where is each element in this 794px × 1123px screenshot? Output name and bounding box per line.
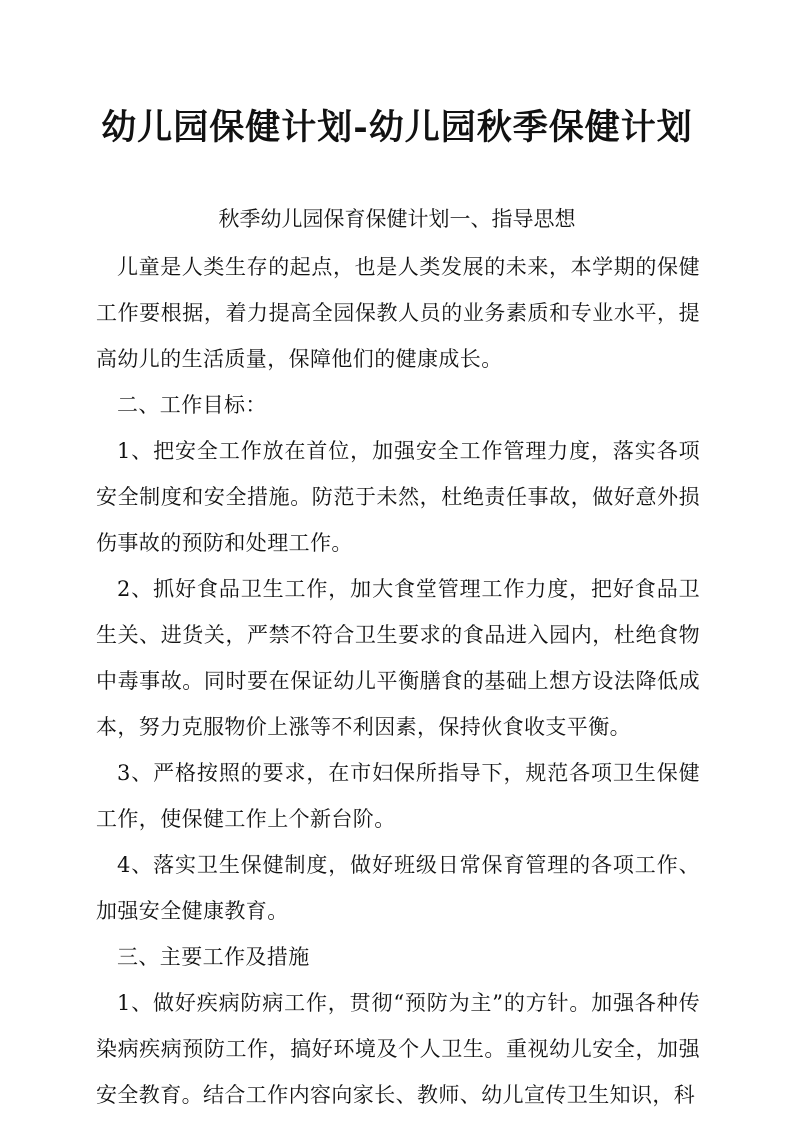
document-title: 幼儿园保健计划-幼儿园秋季保健计划 — [101, 107, 693, 148]
paragraph-goal-1: 1、把安全工作放在首位，加强安全工作管理力度，落实各项安全制度和安全措施。防范于未然，杜绝责任事故，做好意外损伤事故的预防和处理工作。 — [96, 439, 700, 555]
paragraph-goal-2: 2、抓好食品卫生工作，加大食堂管理工作力度，把好食品卫生关、进货关，严禁不符合卫生要求的食品进入园内，杜绝食物中毒事故。同时要在保证幼儿平衡膳食的基础上想方设法降低成本，努力克服物价上涨等不利因素，保持伙食收支平衡。 — [96, 577, 700, 739]
paragraph-goal-4: 4、落实卫生保健制度，做好班级日常保育管理的各项工作、加强安全健康教育。 — [96, 853, 700, 923]
section-heading-measures: 三、主要工作及措施 — [117, 945, 310, 969]
document-body — [96, 244, 700, 1118]
paragraph-intro: 儿童是人类生存的起点，也是人类发展的未来，本学期的保健工作要根据，着力提高全园保教人员的业务素质和专业水平，提高幼儿的生活质量，保障他们的健康成长。 — [96, 255, 700, 371]
section-heading-goals: 二、工作目标： — [117, 393, 267, 417]
document-subtitle: 秋季幼儿园保育保健计划一、指导思想 — [218, 207, 576, 231]
paragraph-goal-3: 3、严格按照的要求，在市妇保所指导下，规范各项卫生保健工作，使保健工作上个新台阶。 — [96, 761, 700, 831]
paragraph-measure-1: 1、做好疾病防病工作，贯彻“预防为主”的方针。加强各种传染病疾病预防工作，搞好环境及个人卫生。重视幼儿安全，加强安全教育。结合工作内容向家长、教师、幼儿宣传卫生知识，科 — [96, 991, 700, 1107]
